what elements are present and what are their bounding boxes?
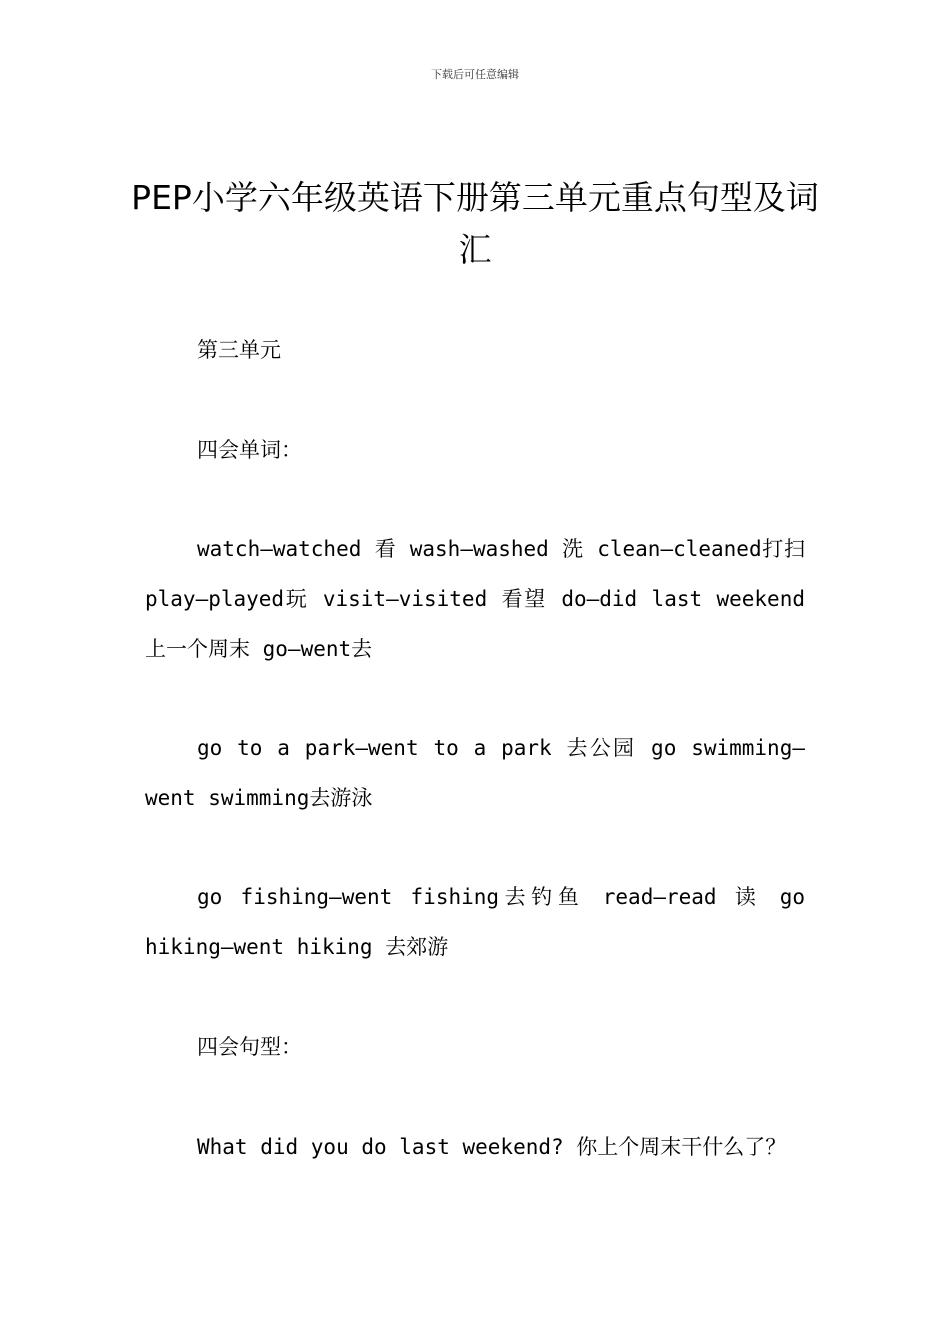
header-note: 下载后可任意编辑	[431, 68, 519, 81]
document-title: PEP小学六年级英语下册第三单元重点句型及词汇	[131, 178, 819, 269]
vocab-paragraph: watch—watched 看 wash—washed 洗 clean—cleaned打扫 play—played玩 visit—visited 看望 do—did last weekend上一个周末 go—went去	[145, 537, 805, 661]
vocab-paragraph: go to a park—went to a park 去公园 go swimming—went swimming去游泳	[145, 736, 805, 810]
section-label: 第三单元	[197, 338, 281, 362]
sentences-heading: 四会句型：	[197, 1035, 302, 1059]
sentence-paragraph: What did you do last weekend? 你上个周末干什么了？	[197, 1135, 787, 1159]
vocab-paragraph: go fishing—went fishing去钓鱼 read—read 读 go hiking—went hiking 去郊游	[145, 885, 805, 959]
words-heading: 四会单词：	[197, 438, 302, 462]
